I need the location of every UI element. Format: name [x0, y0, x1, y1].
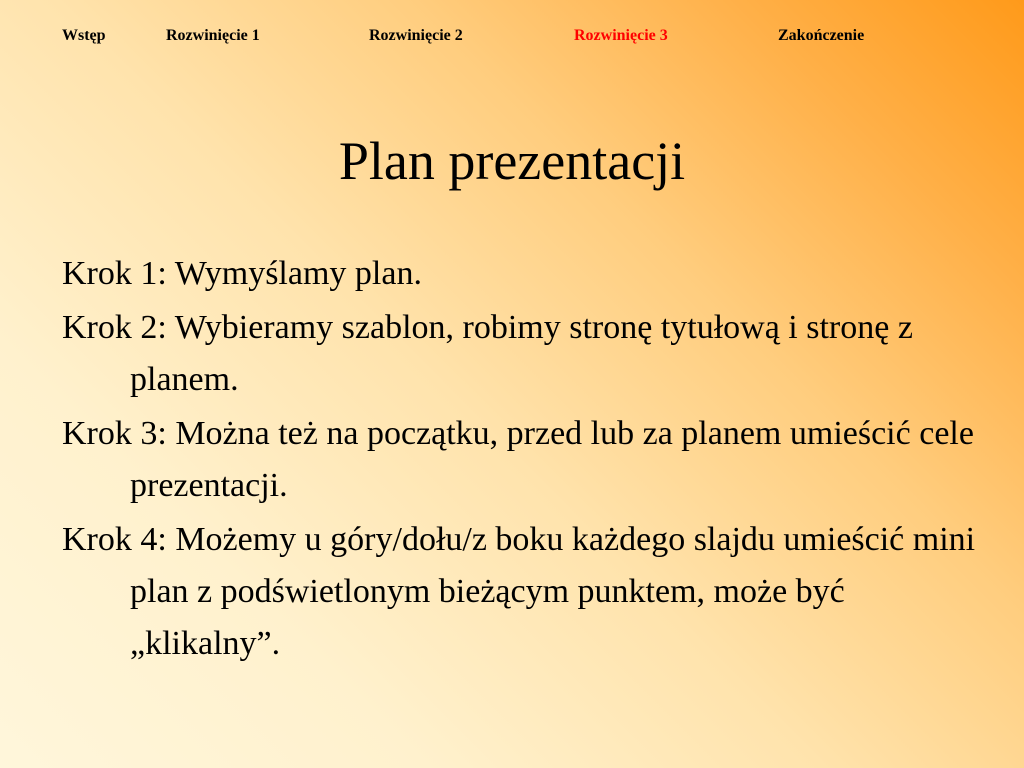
steps-list	[62, 248, 982, 672]
slide-title: Plan prezentacji	[338, 131, 686, 191]
nav-link-rozwiniecie-2[interactable]: Rozwinięcie 2	[369, 27, 463, 44]
nav-link-zakonczenie[interactable]: Zakończenie	[778, 27, 865, 44]
step-item-2: Krok 2: Wybieramy szablon, robimy stronę tytułową i stronę z planem.	[62, 309, 913, 398]
mini-plan-nav	[0, 26, 1024, 48]
nav-link-wstep[interactable]: Wstęp	[62, 27, 106, 44]
step-item-3: Krok 3: Można też na początku, przed lub za planem umieścić cele prezentacji.	[62, 415, 974, 504]
step-item-4: Krok 4: Możemy u góry/dołu/z boku każdego slajdu umieścić mini plan z podświetlonym bieżącym punktem, może być „klikalny”.	[62, 521, 976, 662]
nav-link-rozwiniecie-3[interactable]: Rozwinięcie 3	[574, 27, 668, 44]
step-item-1: Krok 1: Wymyślamy plan.	[62, 255, 422, 292]
nav-link-rozwiniecie-1[interactable]: Rozwinięcie 1	[166, 27, 260, 44]
